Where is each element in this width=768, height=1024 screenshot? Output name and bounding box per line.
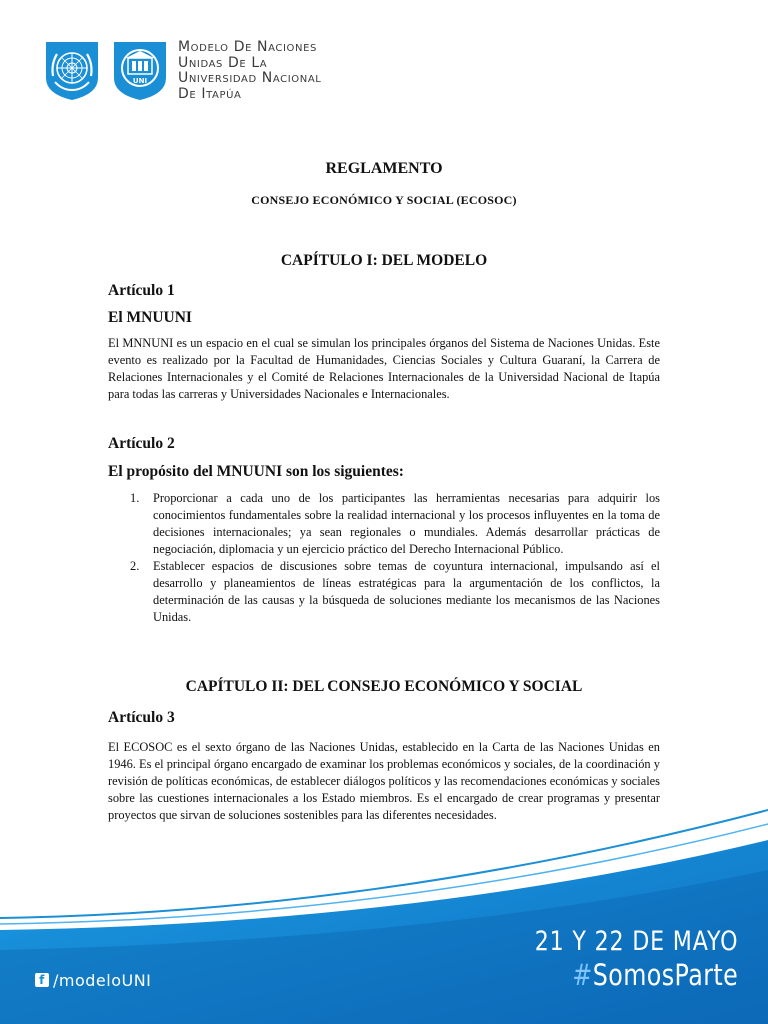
uni-logo-text: UNI [132,77,148,85]
org-line-2: Unidas De La [178,54,268,71]
social-handle[interactable] [35,970,151,990]
org-line-3: Universidad Nacional [178,70,322,86]
hash-symbol: # [572,958,593,992]
article-2-list [108,490,660,626]
document-subtitle: CONSEJO ECONÓMICO Y SOCIAL (ECOSOC) [251,193,517,207]
university-crest-icon [108,38,172,102]
chapter-2-heading: CAPÍTULO II: DEL CONSEJO ECONÓMICO Y SOCIAL [185,678,583,695]
org-line-4: De Itapúa [178,85,242,102]
article-3-text: El ECOSOC es el sexto órgano de las Naciones Unidas, establecido en la Carta de las Naciones Unidas en 1946. Es el principal órgano encargado de examinar los problemas económicos y sociales, de la coordinación y revisión de políticas económicas, de establecer diálogos políticos y las recomendaciones económicas y sociales sobre las cuestiones internacionales a los Estado miembros. Es el encargado de crear programas y presentar proyectos que sirvan de soluciones sostenibles para las diferentes necesidades. [108,740,660,822]
org-line-1: Modelo De Naciones [178,39,317,55]
list-item-text: Proporcionar a cada uno de los participantes las herramientas necesarias para adquirir los conocimientos fundamentales sobre la realidad internacional y los procesos influyentes en la toma de decisiones internacionales; ya sean regionales o mundiales. Además desarrollar prácticas de negociación, diplomacia y un ejercicio práctico del Derecho Internacional Público. [153,491,660,556]
un-emblem-icon [40,38,104,102]
article-1-text: El MNNUNI es un espacio en el cual se simulan los principales órganos del Sistema de Naciones Unidas. Este evento es realizado por la Facultad de Humanidades, Ciencias Sociales y Cultura Guaraní, la Carrera de Relaciones Internacionales y el Comité de Relaciones Internacionales de la Universidad Nacional de Itapúa para todas las carreras y Universidades Nacionales e Internacionales. [108,336,660,401]
hashtag-text: SomosParte [592,958,738,992]
chapter-1-heading: CAPÍTULO I: DEL MODELO [280,252,488,269]
social-handle-text: /modeloUNI [53,970,152,990]
list-item-number: 1. [130,491,140,505]
list-item [108,558,660,626]
article-1-heading: Artículo 1 [108,282,175,299]
list-item [108,490,660,558]
document-title: REGLAMENTO [325,160,443,177]
article-2-heading: Artículo 2 [108,435,175,452]
list-item-text: Establecer espacios de discusiones sobre temas de coyuntura internacional, impulsando así el desarrollo y planeamientos de líneas estratégicas para la argumentación de los conflictos, la determinación de las causas y la búsqueda de soluciones mediante los mecanismos de las Naciones Unidas. [153,559,660,624]
article-3-heading: Artículo 3 [108,709,175,726]
list-item-number: 2. [130,559,140,573]
event-hashtag [572,958,738,992]
event-date: 21 Y 22 DE MAYO [534,926,738,957]
organization-name [178,40,438,102]
article-2-subheading: El propósito del MNUUNI son los siguientes: [108,463,404,480]
facebook-icon: f [35,973,49,987]
article-1-subheading: El MNUUNI [108,309,192,326]
